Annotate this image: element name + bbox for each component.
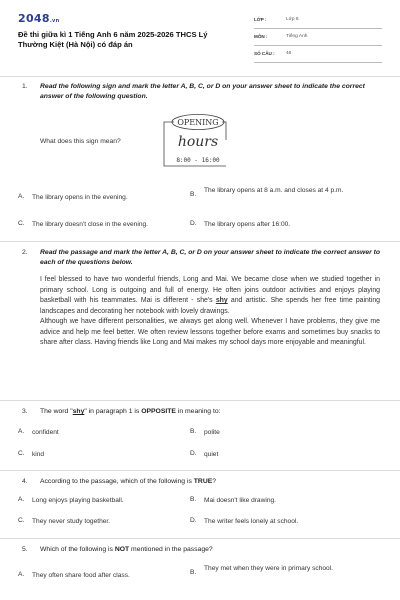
meta-key: SỐ CÂU : <box>254 50 275 56</box>
option-c[interactable] <box>18 517 188 527</box>
passage-paragraph-1 <box>40 275 380 317</box>
question-text-part: in meaning to: <box>175 408 221 415</box>
option-letter: A. <box>18 571 25 578</box>
header-divider <box>0 76 400 77</box>
question-text-part: ? <box>212 478 217 485</box>
option-letter: D. <box>190 450 197 457</box>
meta-row-subject <box>254 29 382 46</box>
option-text: They never study together. <box>32 518 111 525</box>
option-letter: A. <box>18 428 25 435</box>
sign-line-opening: OPENING <box>177 118 219 127</box>
option-letter: D. <box>190 220 197 227</box>
option-text: confident <box>32 429 59 436</box>
option-letter: B. <box>190 428 197 435</box>
logo-suffix: .vn <box>49 18 60 24</box>
option-text: Mai doesn't like drawing. <box>204 497 276 504</box>
question-text-part: " in paragraph 1 is <box>84 408 142 415</box>
reading-passage <box>40 275 380 349</box>
question-2 <box>22 248 382 268</box>
option-text: The library opens after 16:00. <box>204 221 291 228</box>
exam-meta <box>254 12 382 63</box>
passage-paragraph-2: Although we have different personalities, we always get along well. Whenever I have problems, they give me advice and help me feel better. We often review lessons together before exams and sometimes buy snacks to share after class. Having friends like Long and Mai makes my school days more enjoyable and meaningful. <box>40 318 380 347</box>
option-b[interactable] <box>190 428 360 438</box>
option-b[interactable] <box>190 186 360 200</box>
option-a[interactable] <box>18 428 188 438</box>
option-text: quiet <box>204 451 219 458</box>
sign-line-hours: hours <box>177 134 219 150</box>
question-text-part: The word " <box>40 408 73 415</box>
question-instruction: Read the following sign and mark the letter A, B, C, or D on your answer sheet to indicate the correct answer of the following question. <box>40 83 365 100</box>
option-text: kind <box>32 451 45 458</box>
option-letter: B. <box>190 191 197 198</box>
option-c[interactable] <box>18 220 188 230</box>
option-letter: B. <box>190 496 197 503</box>
question-text <box>40 477 382 486</box>
opening-hours-sign <box>160 110 232 172</box>
meta-row-count <box>254 46 382 63</box>
passage-text: I feel blessed to have two wonderful friends, Long and Mai. We became close when we studied together in primary school. Long is outgoing and full of energy. He often joins outdoor activities and enjoys playing basketball with his teammates. Mai is different - she's <box>40 276 380 305</box>
logo-text: 2048 <box>18 12 50 25</box>
option-text: polite <box>204 429 220 436</box>
option-b[interactable] <box>190 496 360 506</box>
site-logo[interactable] <box>18 12 59 27</box>
exam-title: Đề thi giữa kì 1 Tiếng Anh 6 năm 2025-2026 THCS Lý Thường Kiệt (Hà Nội) có đáp án <box>18 30 208 50</box>
question-divider <box>0 241 400 242</box>
question-text <box>40 545 382 554</box>
meta-key: MÔN : <box>254 33 268 39</box>
question-5-options <box>18 564 360 594</box>
question-1-prompt: What does this sign mean? <box>40 138 121 145</box>
option-text: The library doesn't close in the evening. <box>32 221 148 228</box>
option-letter: C. <box>18 220 25 227</box>
meta-value: Lớp 6 <box>286 16 299 22</box>
question-number: 4. <box>22 478 28 485</box>
question-number: 3. <box>22 408 28 415</box>
question-3-options <box>18 428 360 464</box>
option-text: The library opens in the evening. <box>32 194 128 201</box>
meta-value: Tiếng Anh <box>286 33 308 39</box>
option-text: They met when they were in primary school. <box>204 565 333 572</box>
question-4 <box>22 477 382 486</box>
question-1-options <box>18 186 360 236</box>
meta-row-class <box>254 12 382 29</box>
sign-line-times: 8:00 - 16:00 <box>176 157 220 164</box>
question-number: 1. <box>22 83 28 90</box>
option-a[interactable] <box>18 193 188 203</box>
highlighted-word: shy <box>215 297 228 305</box>
option-letter: C. <box>18 517 25 524</box>
option-letter: C. <box>18 450 25 457</box>
question-5 <box>22 545 382 554</box>
question-1 <box>22 82 382 102</box>
option-a[interactable] <box>18 571 188 581</box>
question-divider <box>0 538 400 539</box>
question-divider <box>0 400 400 401</box>
meta-key: LỚP : <box>254 16 267 22</box>
option-b[interactable] <box>190 564 340 578</box>
question-4-options <box>18 496 360 532</box>
question-number: 2. <box>22 249 28 256</box>
question-text-part: Which of the following is <box>40 546 115 553</box>
emphasis-word: NOT <box>114 546 130 553</box>
option-d[interactable] <box>190 450 360 460</box>
question-text-part: mentioned in the passage? <box>129 546 213 553</box>
option-text: Long enjoys playing basketball. <box>32 497 124 504</box>
question-instruction: Read the passage and mark the letter A, B, C, or D on your answer sheet to indicate the correct answer to each of the questions below. <box>40 249 381 266</box>
page-header <box>18 10 382 70</box>
option-letter: D. <box>190 517 197 524</box>
meta-value: 46 <box>286 50 292 56</box>
question-text-part: According to the passage, which of the following is <box>40 478 194 485</box>
emphasis-word: TRUE <box>193 478 213 485</box>
question-3 <box>22 407 382 416</box>
option-text: The writer feels lonely at school. <box>204 518 299 525</box>
emphasis-word: OPPOSITE <box>141 408 176 415</box>
question-number: 5. <box>22 546 28 553</box>
option-d[interactable] <box>190 220 360 230</box>
option-text: They often share food after class. <box>32 572 130 579</box>
passage-text: and artistic. She spends her free time painting landscapes and decorating her notebook with lovely drawings. <box>40 297 380 315</box>
highlighted-word: shy <box>72 408 85 415</box>
question-divider <box>0 470 400 471</box>
option-d[interactable] <box>190 517 360 527</box>
option-letter: A. <box>18 193 25 200</box>
option-letter: B. <box>190 569 197 576</box>
option-letter: A. <box>18 496 25 503</box>
option-c[interactable] <box>18 450 188 460</box>
option-text: The library opens at 8 a.m. and closes at 4 p.m. <box>204 187 344 194</box>
option-a[interactable] <box>18 496 188 506</box>
question-text <box>40 407 382 416</box>
